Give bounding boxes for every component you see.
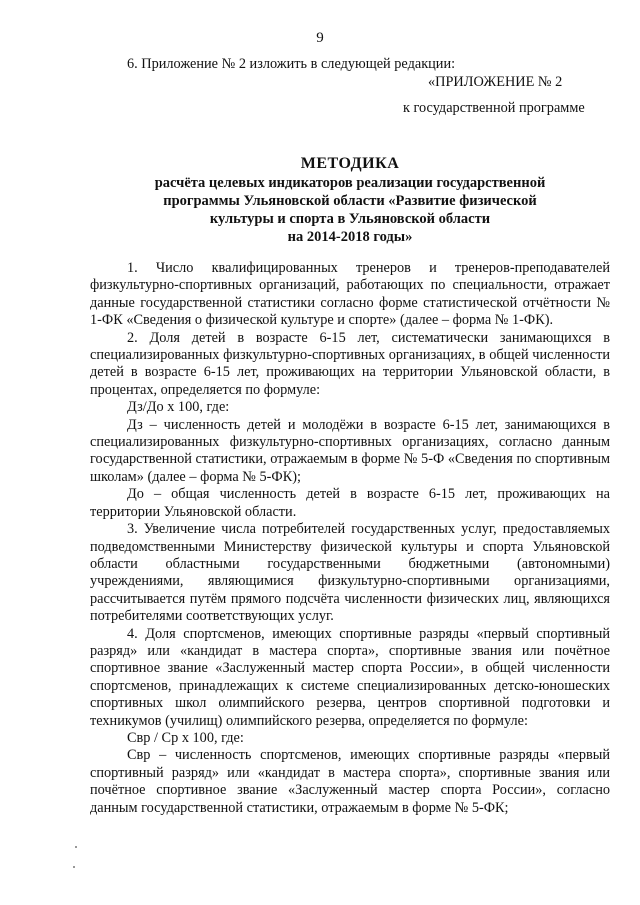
paragraph-3: 3. Увеличение числа потребителей государственных услуг, предоставляемых подведомственными Министерству физической культуры и спорта Ульяновской области областными государственными бюджетными (автономными) учреждениями, являющимися физкультурно-спортивными организациями, рассчитывается путём прямого подсчёта численности физических лиц, являющихся потребителями соответствующих услуг. bbox=[90, 521, 610, 625]
intro-line: 6. Приложение № 2 изложить в следующей редакции: bbox=[127, 56, 456, 72]
paragraph-2: 2. Доля детей в возрасте 6-15 лет, систематически занимающихся в специализированных физкультурно-спортивных организациях, в общей численности детей в возрасте 6-15 лет, проживающих на территории Ульяновской области, в процентах, определяется по формуле: bbox=[90, 329, 610, 398]
subtitle-line: культуры и спорта в Ульяновской области bbox=[209, 211, 491, 227]
appendix-subtitle: к государственной программе bbox=[403, 100, 585, 116]
document-body bbox=[90, 260, 610, 817]
formula-1: Дз/До х 100, где: bbox=[127, 399, 230, 416]
scan-speck bbox=[75, 846, 77, 848]
formula-2: Свр / Ср х 100, где: bbox=[127, 729, 244, 746]
subtitle-line: программы Ульяновской области «Развитие физической bbox=[163, 193, 537, 209]
formula-2-def-svr: Свр – численность спортсменов, имеющих спортивные разряды «первый спортивный разряд» или «кандидат в мастера спорта», спортивные звания или почётное спортивное звание «Заслуженный мастер спорта России», согласно данным государственной статистики, отражаемым в форме № 5-ФК; bbox=[90, 747, 610, 816]
paragraph-1: 1. Число квалифицированных тренеров и тренеров-преподавателей физкультурно-спортивных организаций, работающих по специальности, отражает данные государственной статистики согласно форме статистической отчётности № 1-ФК «Сведения о физической культуре и спорте» (далее – форма № 1-ФК). bbox=[90, 260, 610, 329]
formula-1-def-dz: Дз – численность детей и молодёжи в возрасте 6-15 лет, занимающихся в специализированных физкультурно-спортивных организациях, согласно данным государственной статистики, отражаемым в форме № 5-Ф «Сведения по спортивным школам» (далее – форма № 5-ФК); bbox=[90, 416, 610, 485]
scan-speck bbox=[73, 866, 75, 868]
document-title: МЕТОДИКА bbox=[300, 155, 400, 172]
subtitle-line: расчёта целевых индикаторов реализации государственной bbox=[154, 175, 546, 191]
paragraph-4: 4. Доля спортсменов, имеющих спортивные разряды «первый спортивный разряд» или «кандидат в мастера спорта», спортивные звания или почётное спортивное звание «Заслуженный мастер спорта России», в общей численности спортсменов, принадлежащих к системе специализированных детско-юношеских спортивных школ олимпийского резерва, центров спортивной подготовки и техникумов (училищ) олимпийского резерва, определяется по формуле: bbox=[90, 625, 610, 729]
page-number: 9 bbox=[316, 30, 324, 46]
appendix-label: «ПРИЛОЖЕНИЕ № 2 bbox=[428, 74, 563, 90]
formula-1-def-do: До – общая численность детей в возрасте 6-15 лет, проживающих на территории Ульяновской области. bbox=[90, 486, 610, 520]
subtitle-line: на 2014-2018 годы» bbox=[287, 229, 413, 245]
